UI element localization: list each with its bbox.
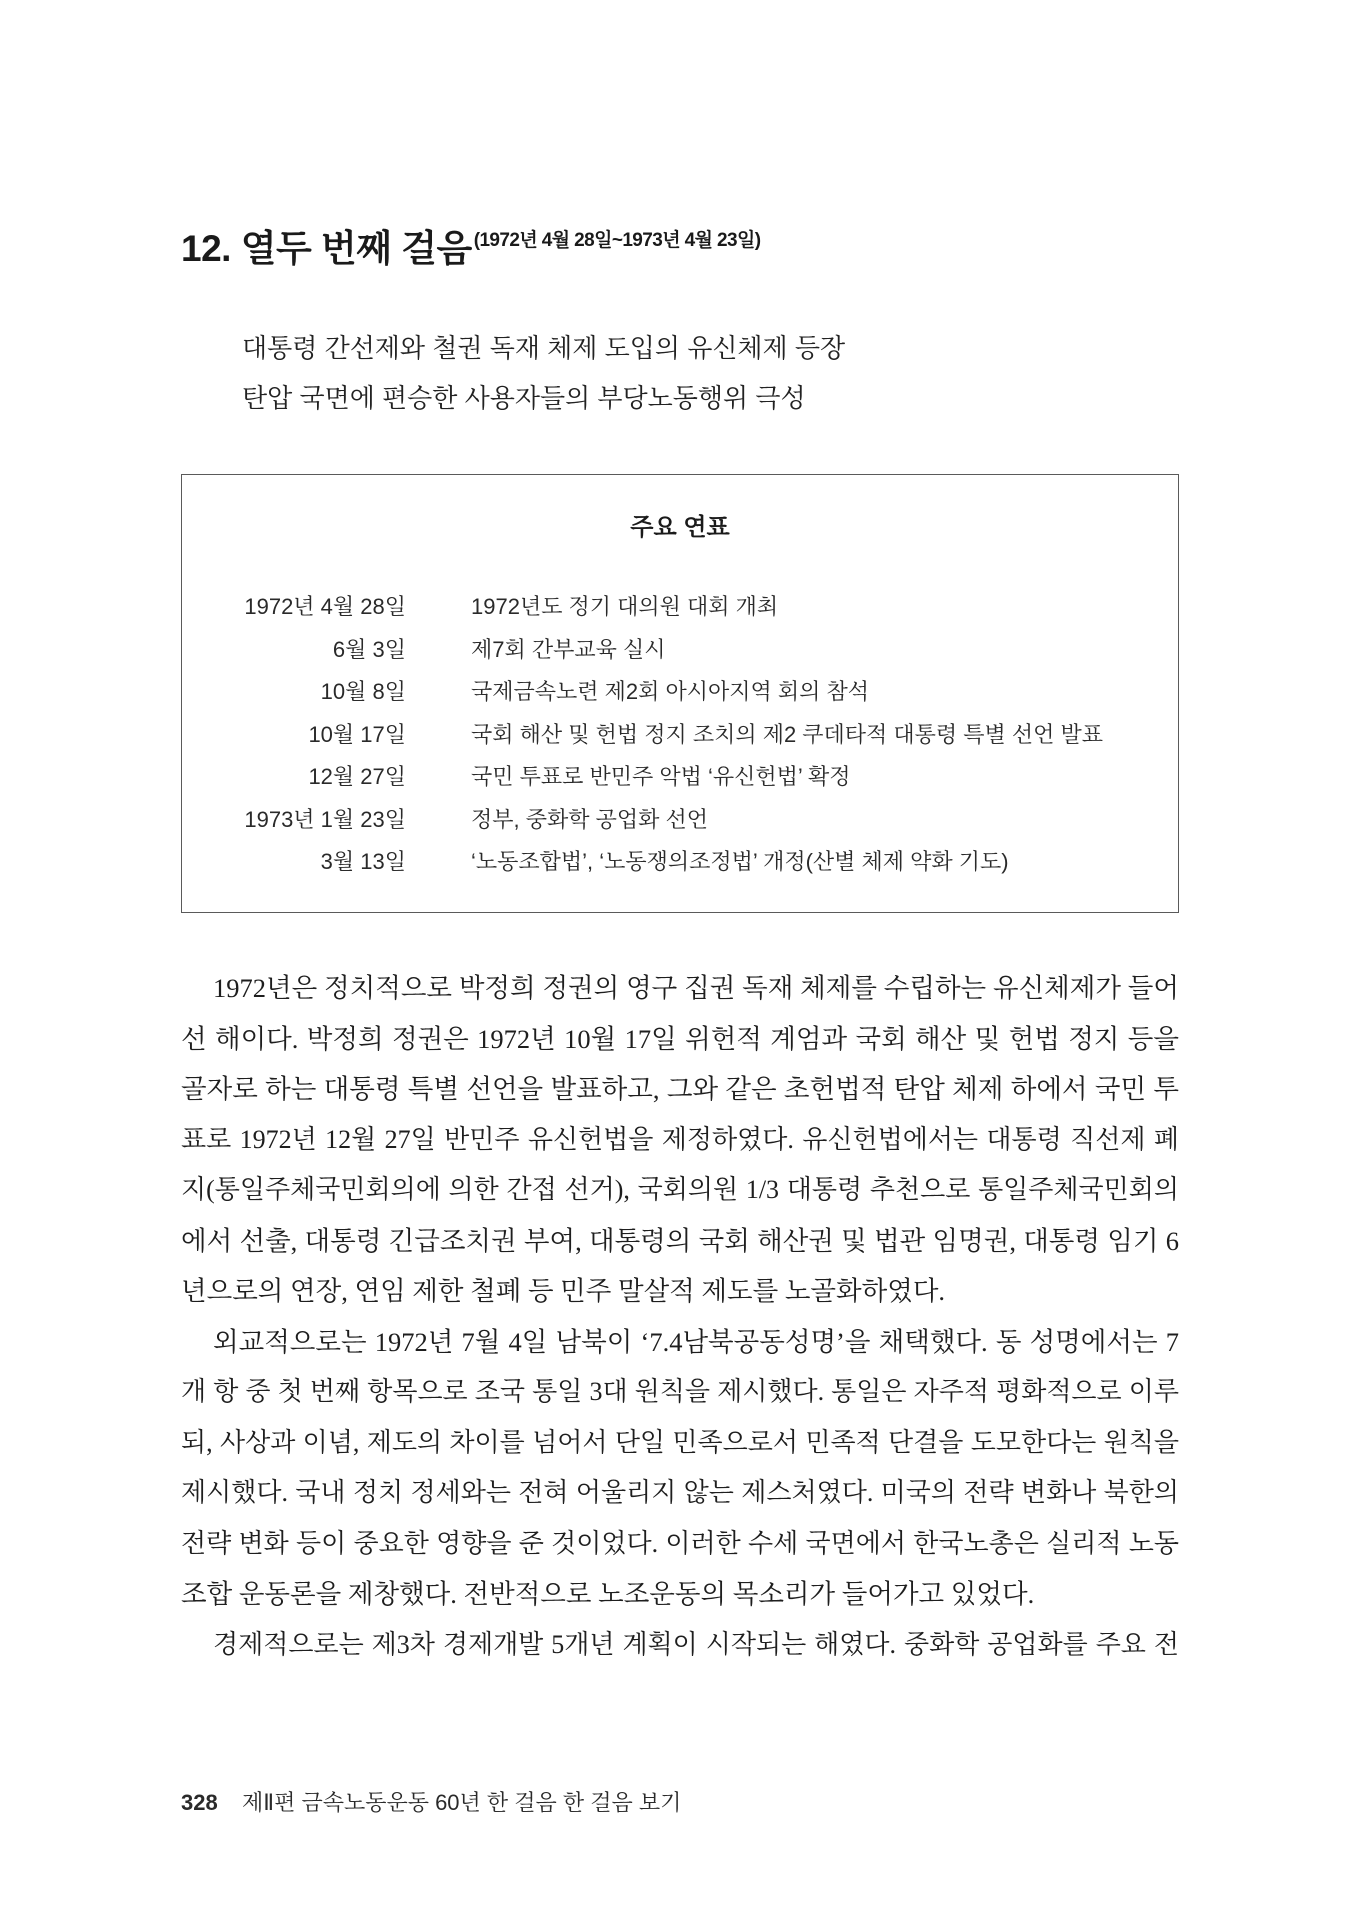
timeline-row [182, 629, 1178, 672]
body-line: 개 항 중 첫 번째 항목으로 조국 통일 3대 원칙을 제시했다. 통일은 자주적 평화적으로 이루 [181, 1377, 1179, 1406]
timeline-list [182, 586, 1178, 884]
timeline-row [182, 799, 1178, 842]
paragraph [181, 1620, 1179, 1671]
timeline-row [182, 841, 1178, 884]
body-line: 선 해이다. 박정희 정권은 1972년 10월 17일 위헌적 계엄과 국회 해산 및 헌법 정지 등을 [181, 1023, 1179, 1054]
body-line: 골자로 하는 대통령 특별 선언을 발표하고, 그와 같은 초헌법적 탄압 체제 하에서 국민 투 [181, 1074, 1179, 1104]
section-heading [181, 227, 760, 271]
timeline-date: 10월 8일 [320, 679, 406, 704]
timeline-date: 1973년 1월 23일 [244, 806, 406, 832]
timeline-event: 정부, 중화학 공업화 선언 [471, 806, 708, 832]
timeline-title: 주요 연표 [630, 514, 730, 541]
body-line: 에서 선출, 대통령 긴급조치권 부여, 대통령의 국회 해산권 및 법관 임명권, 대통령 임기 6 [181, 1225, 1179, 1256]
timeline-row [182, 586, 1178, 629]
paragraph [181, 963, 1179, 1317]
timeline-event: ‘노동조합법’, ‘노동쟁의조정법’ 개정(산별 체제 약화 기도) [471, 849, 1009, 874]
body-line: 전략 변화 등이 중요한 영향을 준 것이었다. 이러한 수세 국면에서 한국노총은 실리적 노동 [181, 1528, 1179, 1558]
timeline-date: 6월 3일 [332, 636, 406, 662]
timeline-event: 1972년도 정기 대의원 대회 개최 [471, 594, 779, 619]
body-line: 1972년은 정치적으로 박정희 정권의 영구 집권 독재 체제를 수립하는 유신체제가 들어 [213, 973, 1179, 1003]
timeline-event: 국민 투표로 반민주 악법 ‘유신헌법’ 확정 [471, 764, 851, 789]
body-line: 되, 사상과 이념, 제도의 차이를 넘어서 단일 민족으로서 민족적 단결을 도모한다는 원칙을 [181, 1427, 1179, 1457]
body-line: 표로 1972년 12월 27일 반민주 유신헌법을 제정하였다. 유신헌법에서는 대통령 직선제 폐 [181, 1124, 1179, 1154]
body-line: 년으로의 연장, 연임 제한 철폐 등 민주 말살적 제도를 노골화하였다. [181, 1276, 946, 1306]
timeline-row [182, 671, 1178, 714]
subtitle-line: 탄압 국면에 편승한 사용자들의 부당노동행위 극성 [242, 383, 806, 413]
body-line: 경제적으로는 제3차 경제개발 5개년 계획이 시작되는 해였다. 중화학 공업화를 주요 전 [213, 1629, 1179, 1659]
running-title: 제Ⅱ편 금속노동운동 60년 한 걸음 한 걸음 보기 [242, 1790, 682, 1815]
paragraph [181, 1317, 1179, 1620]
section-subtitle [242, 323, 845, 423]
timeline-date: 12월 27일 [308, 764, 406, 789]
body-line: 지(통일주체국민회의에 의한 간접 선거), 국회의원 1/3 대통령 추천으로 통일주체국민회의 [181, 1175, 1179, 1204]
timeline-box [181, 474, 1179, 913]
timeline-event: 국회 해산 및 헌법 정지 조치의 제2 쿠데타적 대통령 특별 선언 발표 [471, 721, 1104, 747]
timeline-date: 3월 13일 [320, 849, 406, 874]
timeline-row [182, 756, 1178, 799]
subtitle-line: 대통령 간선제와 철권 독재 체제 도입의 유신체제 등장 [242, 333, 846, 363]
timeline-date: 10월 17일 [308, 721, 406, 747]
body-line: 조합 운동론을 제창했다. 전반적으로 노조운동의 목소리가 들어가고 있었다. [181, 1579, 1035, 1609]
body-text [181, 963, 1179, 1670]
timeline-date: 1972년 4월 28일 [244, 594, 406, 619]
timeline-event: 국제금속노련 제2회 아시아지역 회의 참석 [471, 679, 869, 704]
section-date-range: (1972년 4월 28일~1973년 4월 23일) [473, 230, 761, 251]
page-number: 328 [181, 1790, 218, 1815]
page-footer [181, 1787, 681, 1819]
body-line: 제시했다. 국내 정치 정세와는 전혀 어울리지 않는 제스처였다. 미국의 전략 변화나 북한의 [181, 1478, 1179, 1507]
section-title: 12. 열두 번째 걸음 [181, 228, 472, 269]
timeline-event: 제7회 간부교육 실시 [471, 636, 666, 662]
timeline-row [182, 714, 1178, 757]
body-line: 외교적으로는 1972년 7월 4일 남북이 ‘7.4남북공동성명’을 채택했다. 동 성명에서는 7 [213, 1326, 1179, 1357]
